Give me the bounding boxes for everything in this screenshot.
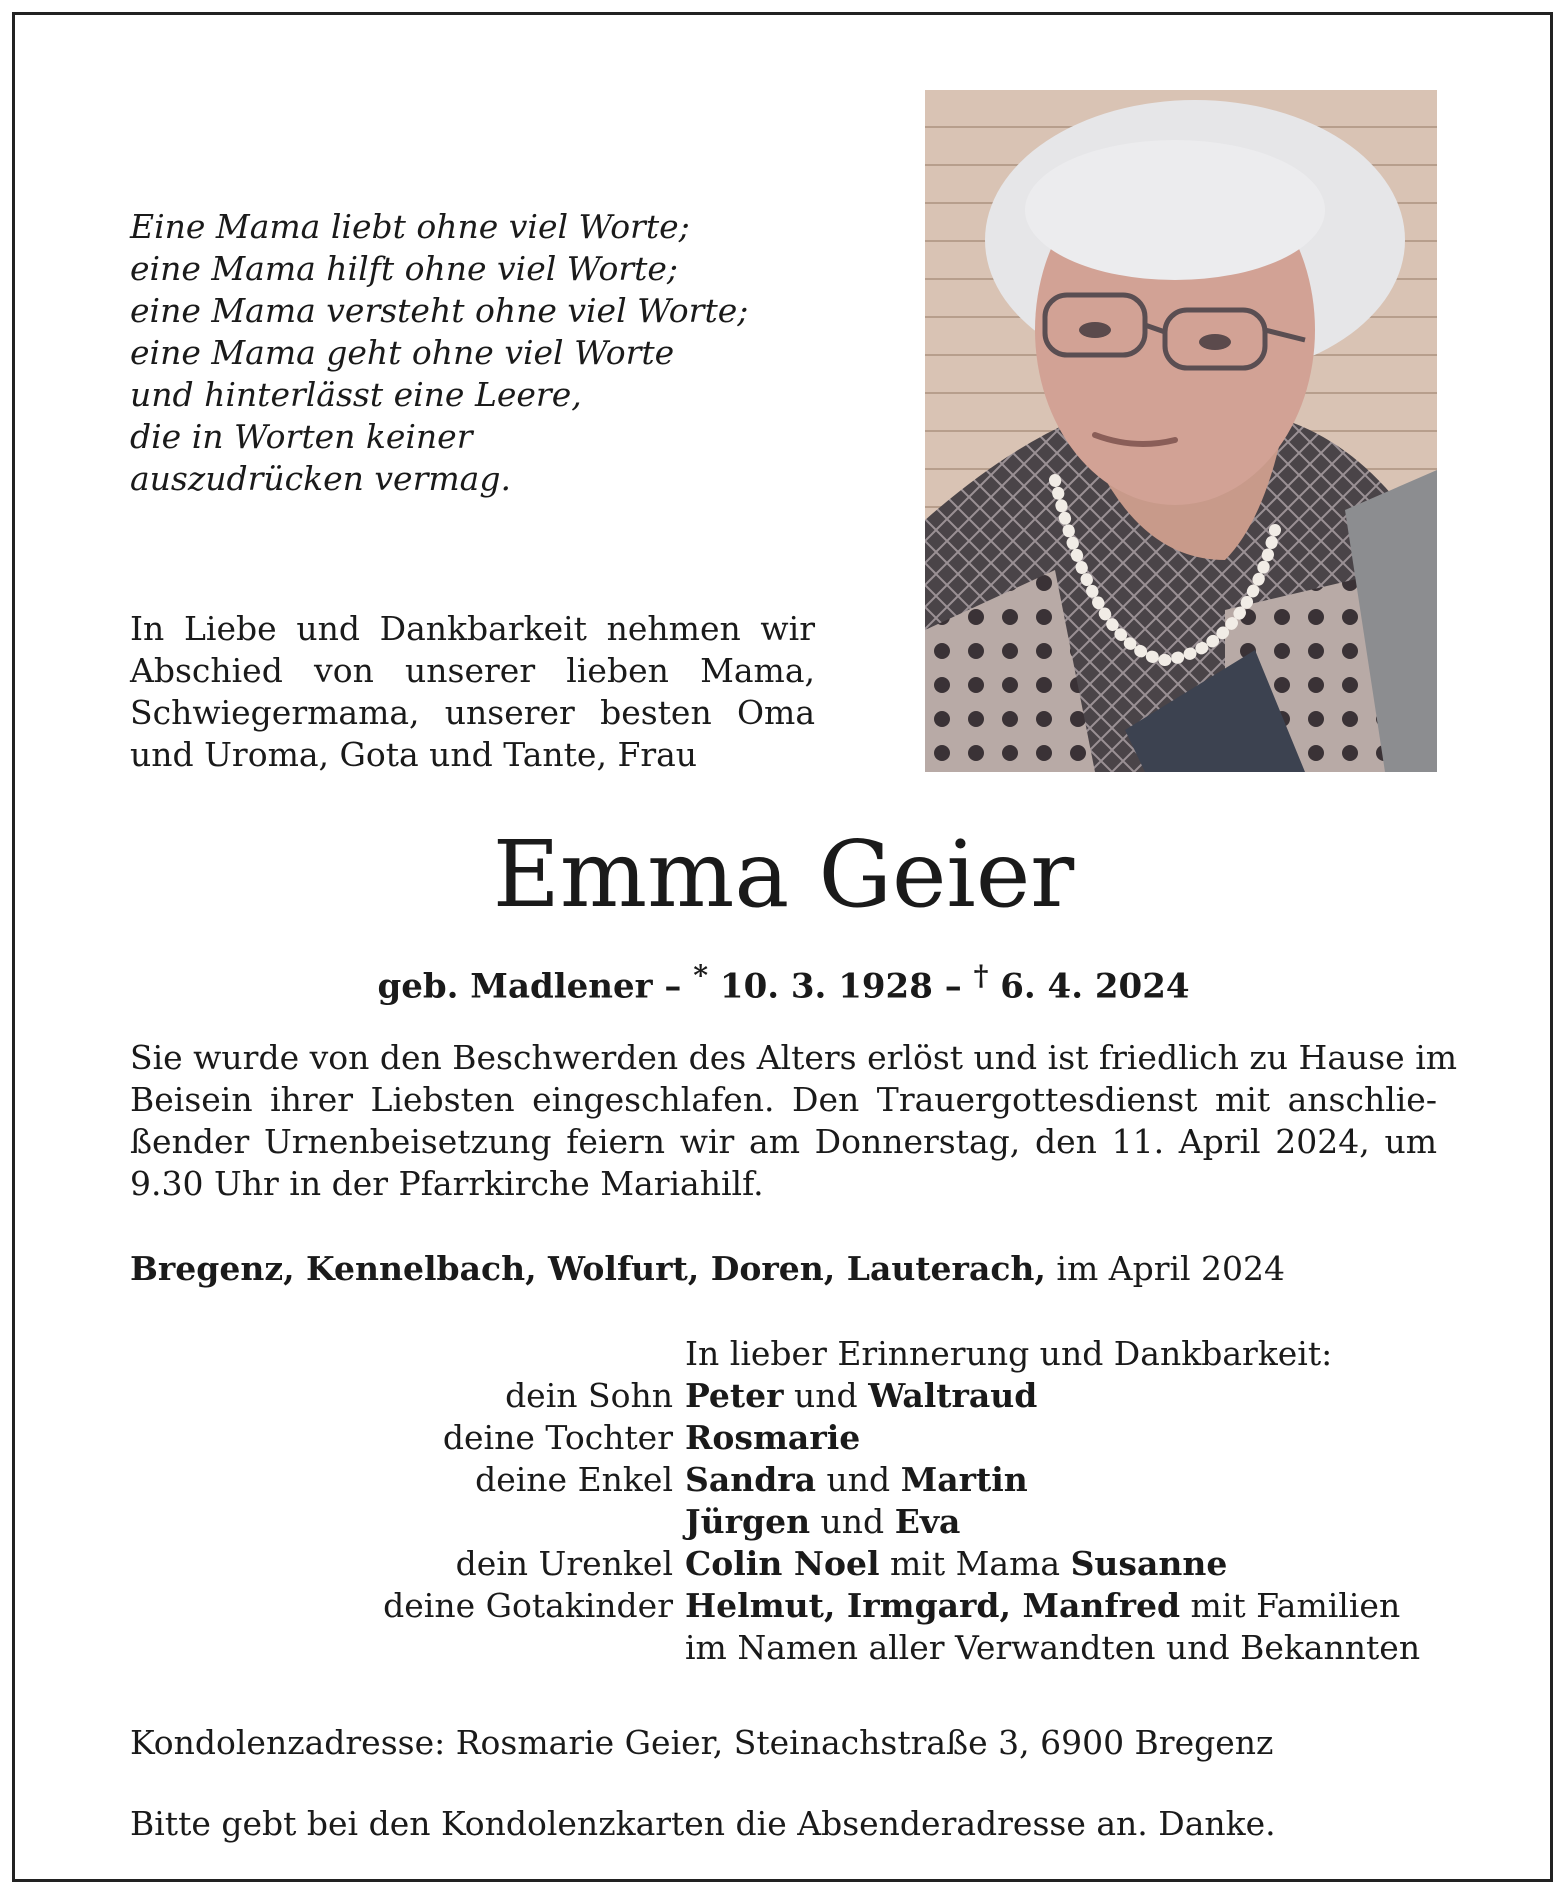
birth-name: geb. Madlener: [377, 966, 653, 1007]
places-line: [130, 1248, 1285, 1290]
mourner-name: Susanne: [1070, 1544, 1228, 1583]
intro-line: In Liebe und Dankbarkeit nehmen wir: [130, 609, 815, 648]
mourner-row: dein Urenkel Colin Noel mit Mama Susanne: [130, 1543, 1437, 1585]
mourner-row: deine Gotakinder Helmut, Irmgard, Manfred mit Familien: [130, 1585, 1437, 1627]
places-names: Bregenz, Kennelbach, Wolfurt, Doren, Lauterach,: [130, 1249, 1046, 1288]
separator: –: [932, 966, 974, 1007]
mourner-name: Colin Noel: [685, 1544, 880, 1583]
relation-label: deine Enkel: [475, 1460, 673, 1499]
mourner-name: Peter: [685, 1376, 784, 1415]
poem: [130, 206, 890, 500]
death-cross-icon: †: [973, 958, 989, 992]
mourner-name: Rosmarie: [685, 1418, 861, 1457]
mourners-list: [130, 1333, 1437, 1669]
birth-date: 10. 3. 1928: [708, 966, 933, 1007]
relation-label: deine Gotakinder: [383, 1586, 673, 1625]
body-line: ßender Urnenbeisetzung feiern wir am Donnerstag, den 11. April 2024, um: [130, 1122, 1437, 1161]
poem-line: und hinterlässt eine Leere,: [130, 375, 582, 414]
mourners-closing: im Namen aller Verwandten und Bekannten: [685, 1628, 1421, 1667]
mourners-closing-row: [130, 1627, 1437, 1669]
poem-line: eine Mama geht ohne viel Worte: [130, 333, 675, 372]
relation-label: dein Urenkel: [455, 1544, 673, 1583]
intro-line: Abschied von unserer lieben Mama,: [130, 651, 815, 690]
mourner-name: Martin: [900, 1460, 1028, 1499]
mourners-heading: In lieber Erinnerung und Dankbarkeit:: [685, 1334, 1333, 1373]
places-date: im April 2024: [1045, 1249, 1286, 1288]
death-date: 6. 4. 2024: [988, 966, 1190, 1007]
poem-line: Eine Mama liebt ohne viel Worte;: [130, 207, 690, 246]
closing-note: Bitte gebt bei den Kondolenzkarten die Absenderadresse an. Danke.: [130, 1804, 1276, 1843]
mourner-name: Sandra: [685, 1460, 817, 1499]
body-line: 9.30 Uhr in der Pfarrkirche Mariahilf.: [130, 1164, 764, 1203]
intro-text: [130, 608, 815, 776]
relation-label: [130, 1501, 685, 1543]
mourner-name: Eva: [894, 1502, 961, 1541]
deceased-name: Emma Geier: [492, 821, 1075, 928]
relation-label: dein Sohn: [505, 1376, 673, 1415]
mourner-row: dein Sohn Peter und Waltraud: [130, 1375, 1437, 1417]
mourner-name: Waltraud: [868, 1376, 1038, 1415]
mourners-heading-row: [130, 1333, 1437, 1375]
poem-line: die in Worten keiner: [130, 417, 473, 456]
poem-line: auszudrücken vermag.: [130, 459, 511, 498]
mourner-row: Jürgen und Eva: [130, 1501, 1437, 1543]
relation-label: deine Tochter: [442, 1418, 673, 1457]
condolence-address: Kondolenzadresse: Rosmarie Geier, Steinachstraße 3, 6900 Bregenz: [130, 1723, 1274, 1762]
poem-line: eine Mama hilft ohne viel Worte;: [130, 249, 678, 288]
separator: –: [652, 966, 694, 1007]
body-line: Beisein ihrer Liebsten eingeschlafen. Den Trauergottesdienst mit anschlie-: [130, 1080, 1437, 1119]
intro-line: und Uroma, Gota und Tante, Frau: [130, 735, 698, 774]
intro-line: Schwiegermama, unserer besten Oma: [130, 693, 815, 732]
mourner-name: Helmut, Irmgard, Manfred: [685, 1586, 1181, 1625]
mourner-row: deine Enkel Sandra und Martin: [130, 1459, 1437, 1501]
mourner-row: [130, 1417, 1437, 1459]
announcement-text: [130, 1037, 1458, 1205]
life-dates: [0, 953, 1567, 1008]
birth-star-icon: *: [693, 958, 709, 992]
mourner-name: Jürgen: [685, 1502, 811, 1541]
poem-line: eine Mama versteht ohne viel Worte;: [130, 291, 749, 330]
body-line: Sie wurde von den Beschwerden des Alters erlöst und ist friedlich zu Hause im: [130, 1038, 1458, 1077]
portrait-photo: [925, 90, 1437, 772]
